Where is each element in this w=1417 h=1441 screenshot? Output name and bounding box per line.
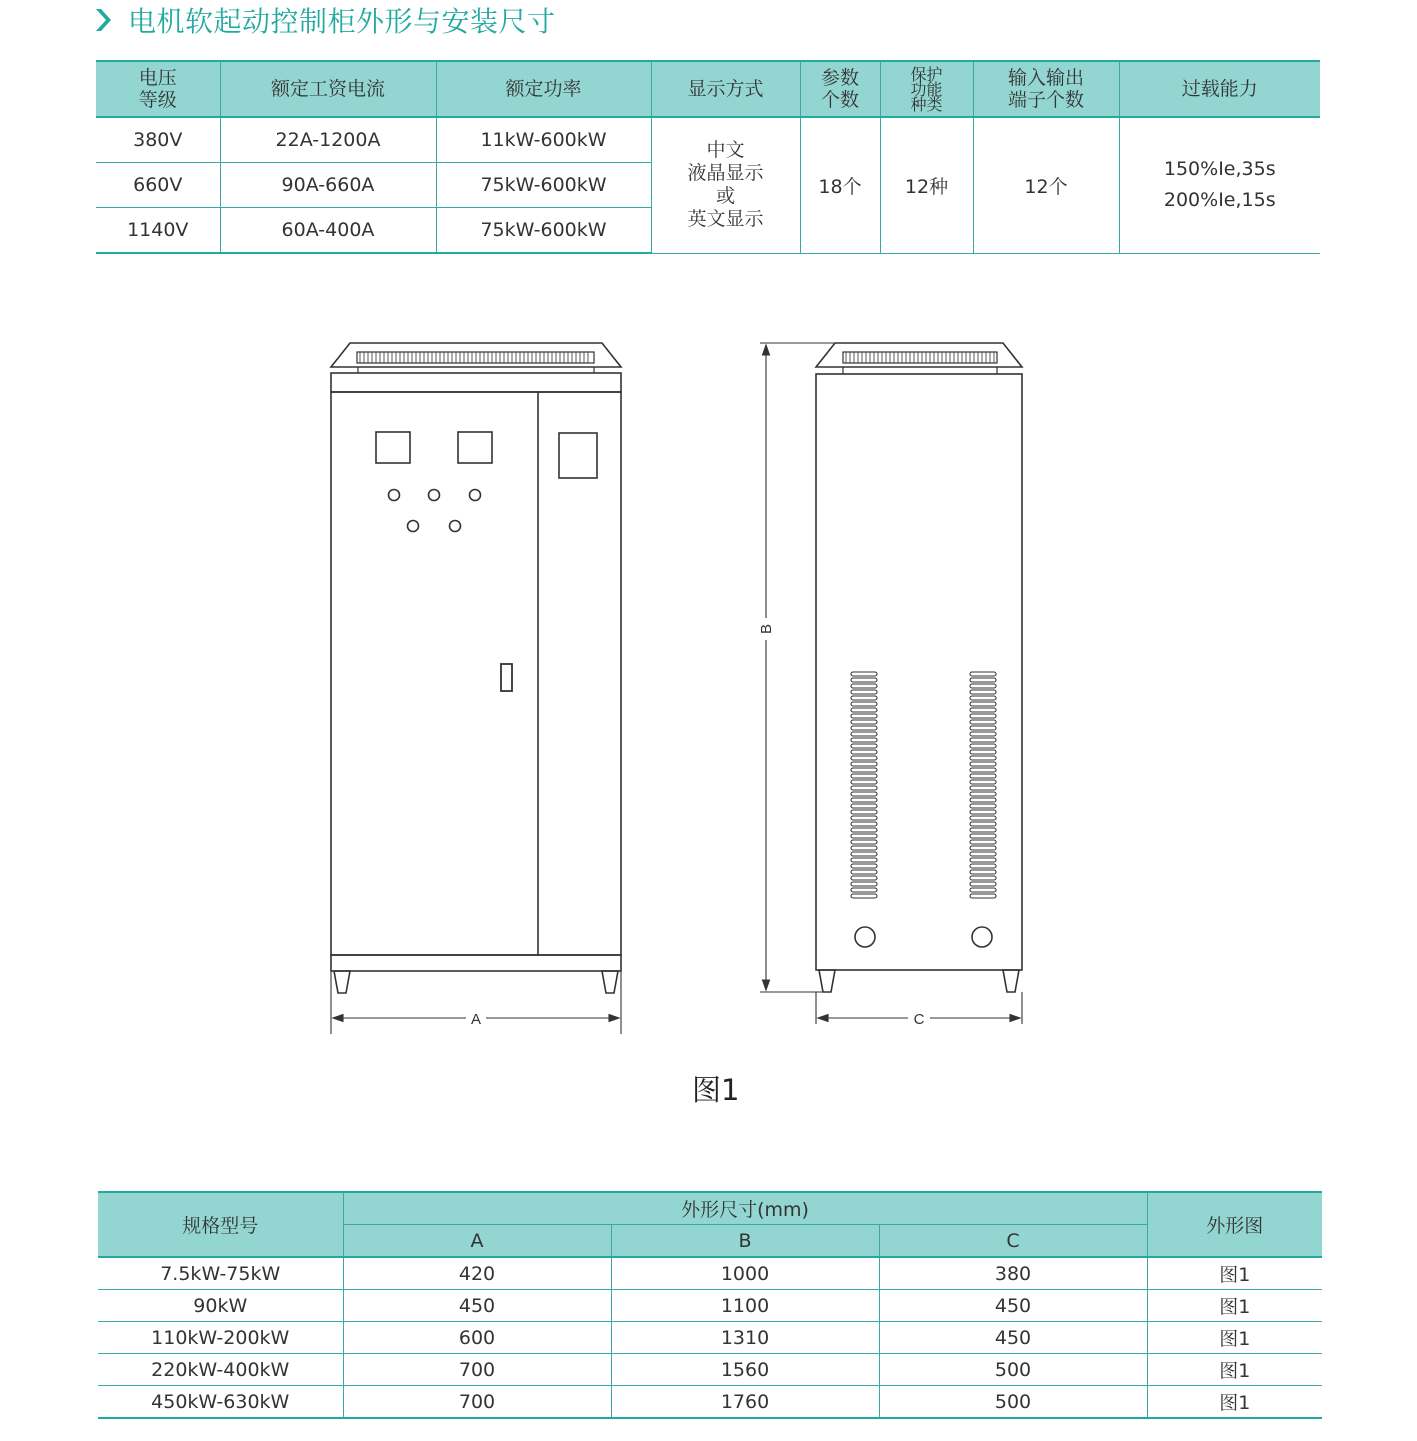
dimensions-table [98, 1191, 1322, 1419]
cell-a: 450 [343, 1290, 611, 1322]
front-foot-left [334, 971, 350, 993]
header-current: 额定工资电流 [220, 61, 436, 117]
header-io: 输入输出 端子个数 [973, 61, 1119, 117]
header-protection: 保护 功能 种类 [880, 61, 973, 117]
side-louver-right [970, 672, 996, 898]
header-dims: 外形尺寸(mm) [343, 1192, 1147, 1225]
dimension-label-c: C [913, 1011, 925, 1028]
indicator-light [470, 490, 481, 501]
cell-io: 12个 [973, 117, 1119, 253]
cell-b: 1000 [611, 1257, 879, 1290]
cell-c: 450 [879, 1290, 1147, 1322]
cell-c: 380 [879, 1257, 1147, 1290]
header-overload: 过载能力 [1119, 61, 1320, 117]
cell-a: 700 [343, 1386, 611, 1419]
cell-voltage: 380V [96, 117, 220, 163]
door-handle [501, 664, 512, 691]
front-meter-right [458, 432, 492, 463]
cell-c: 450 [879, 1322, 1147, 1354]
cell-current: 22A-1200A [220, 117, 436, 163]
front-display-window [559, 433, 597, 478]
cell-overload: 150%Ie,35s 200%Ie,15s [1119, 117, 1320, 253]
cable-entry-right [972, 927, 992, 947]
cell-figure: 图1 [1147, 1354, 1322, 1386]
side-roof-legs [843, 367, 997, 374]
figure-caption: 图1 [692, 1073, 740, 1107]
cell-voltage: 1140V [96, 208, 220, 254]
cell-a: 420 [343, 1257, 611, 1290]
header-figure: 外形图 [1147, 1192, 1322, 1257]
cable-entry-left [855, 927, 875, 947]
indicator-light [450, 521, 461, 532]
cell-power: 75kW-600kW [436, 163, 651, 208]
cell-c: 500 [879, 1386, 1147, 1419]
side-louver-left [851, 672, 877, 898]
front-foot-right [602, 971, 618, 993]
side-view [816, 343, 1022, 992]
page-title: 电机软起动控制柜外形与安装尺寸 [128, 5, 556, 38]
cell-a: 700 [343, 1354, 611, 1386]
cell-b: 1760 [611, 1386, 879, 1419]
cell-figure: 图1 [1147, 1290, 1322, 1322]
cell-figure: 图1 [1147, 1257, 1322, 1290]
cell-c: 500 [879, 1354, 1147, 1386]
header-display: 显示方式 [651, 61, 800, 117]
cell-voltage: 660V [96, 163, 220, 208]
side-foot-left [819, 970, 835, 992]
cell-power: 75kW-600kW [436, 208, 651, 254]
front-meter-left [376, 432, 410, 463]
cell-protection: 12种 [880, 117, 973, 253]
cell-model: 90kW [98, 1290, 343, 1322]
cell-a: 600 [343, 1322, 611, 1354]
cell-model: 220kW-400kW [98, 1354, 343, 1386]
cell-current: 60A-400A [220, 208, 436, 254]
table-row [98, 1322, 1322, 1354]
front-body [331, 392, 621, 955]
front-roof-legs [358, 367, 594, 373]
side-foot-right [1003, 970, 1019, 992]
front-view [331, 343, 621, 993]
indicator-light [429, 490, 440, 501]
table-row [98, 1257, 1322, 1290]
cell-b: 1560 [611, 1354, 879, 1386]
cell-power: 11kW-600kW [436, 117, 651, 163]
front-base [331, 955, 621, 971]
header-params: 参数 个数 [800, 61, 880, 117]
indicator-light [408, 521, 419, 532]
table-row [98, 1354, 1322, 1386]
cell-model: 7.5kW-75kW [98, 1257, 343, 1290]
cell-b: 1100 [611, 1290, 879, 1322]
dimension-label-a: A [470, 1011, 482, 1028]
cell-figure: 图1 [1147, 1322, 1322, 1354]
header-a: A [343, 1225, 611, 1258]
table-row [98, 1290, 1322, 1322]
cell-figure: 图1 [1147, 1386, 1322, 1419]
front-top-band [331, 373, 621, 392]
header-model: 规格型号 [98, 1192, 343, 1257]
cell-model: 450kW-630kW [98, 1386, 343, 1419]
dimension-label-b: B [758, 623, 775, 635]
cell-display: 中文 液晶显示 或 英文显示 [651, 117, 800, 253]
header-b: B [611, 1225, 879, 1258]
dimension-b [760, 343, 834, 992]
cell-model: 110kW-200kW [98, 1322, 343, 1354]
cell-params: 18个 [800, 117, 880, 253]
cell-current: 90A-660A [220, 163, 436, 208]
header-c: C [879, 1225, 1147, 1258]
cell-b: 1310 [611, 1322, 879, 1354]
header-power: 额定功率 [436, 61, 651, 117]
header-voltage: 电压 等级 [96, 61, 220, 117]
indicator-light [389, 490, 400, 501]
table-row [98, 1386, 1322, 1419]
